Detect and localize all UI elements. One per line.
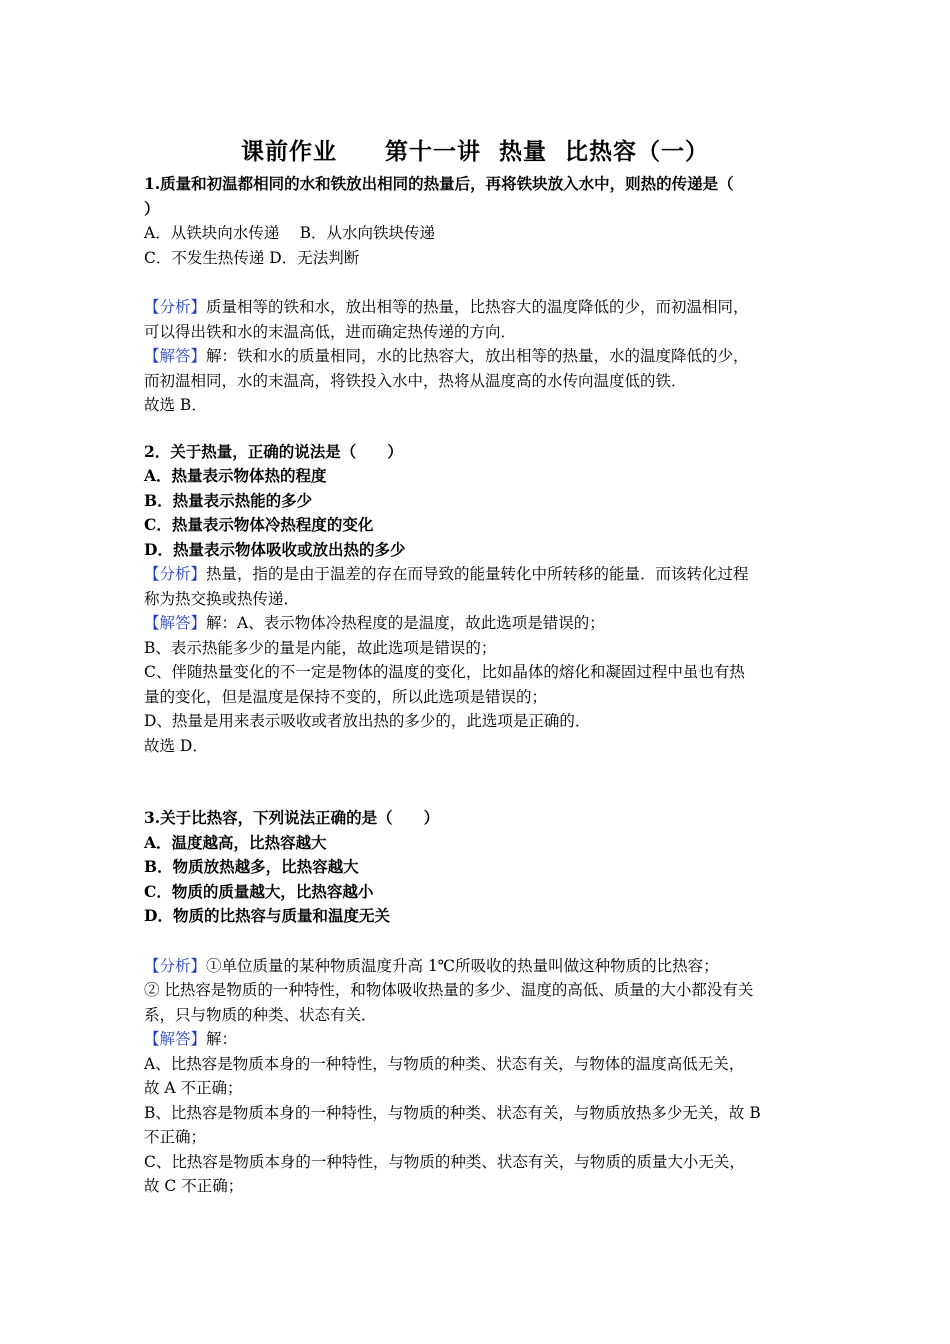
option-line: B．热量表示热能的多少 <box>144 490 313 510</box>
analysis-text: 称为热交换或热传递． <box>144 589 300 608</box>
option-line: A．从铁块向水传递 B．从水向铁块传递 <box>144 224 436 242</box>
option-line: D．物质的比热容与质量和温度无关 <box>144 906 390 925</box>
answer-text: 解：A、表示物体冷热程度的是温度，故此选项是错误的； <box>206 614 605 632</box>
answer-text: 解：铁和水的质量相同，水的比热容大，放出相等的热量，水的温度降低的少， <box>206 347 749 365</box>
analysis-tag: 【分析】 <box>144 956 207 975</box>
answer-text: D、热量是用来表示吸收或者放出热的多少的，此选项是正确的． <box>144 712 591 730</box>
analysis-text: 系，只与物质的种类、状态有关． <box>144 1005 377 1024</box>
option-line: A．热量表示物体热的程度 <box>144 466 327 485</box>
analysis-line <box>144 562 812 587</box>
option-line: C．物质的质量越大，比热容越小 <box>144 881 374 901</box>
answer-text: B、表示热能多少的量是内能，故此选项是错误的； <box>144 638 497 657</box>
option-line: A．温度越高，比热容越大 <box>144 832 327 852</box>
answer-line <box>144 611 812 636</box>
answer-tag: 【解答】 <box>144 347 207 365</box>
question-2 <box>144 440 812 759</box>
question-stem: 3.关于比热容，下列说法正确的是（ ） <box>144 808 440 827</box>
answer-line <box>144 344 812 369</box>
question-3 <box>144 806 812 1199</box>
analysis-tag: 【分析】 <box>144 298 207 316</box>
analysis-text: 质量相等的铁和水，放出相等的热量，比热容大的温度降低的少，而初温相同， <box>206 298 749 316</box>
option-line: B．物质放热越多，比热容越大 <box>144 857 359 876</box>
answer-text: 故选 D． <box>144 736 208 755</box>
analysis-text: ①单位质量的某种物质温度升高 1℃所吸收的热量叫做这种物质的比热容； <box>206 956 719 975</box>
question-stem: 2．关于热量，正确的说法是（ ） <box>144 441 403 461</box>
analysis-text: ② 比热容是物质的一种特性，和物体吸收热量的多少、温度的高低、质量的大小都没有关 <box>144 981 754 999</box>
document-body <box>144 172 812 1199</box>
page-title: 课前作业 第十一讲 热量 比热容（一） <box>240 139 710 165</box>
answer-text: C、比热容是物质本身的一种特性，与物质的种类、状态有关，与物质的质量大小无关， <box>144 1152 745 1171</box>
answer-text: 解： <box>206 1030 238 1048</box>
answer-text: 不正确； <box>144 1128 207 1146</box>
answer-tag: 【解答】 <box>144 614 207 632</box>
answer-text: 量的变化，但是温度是保持不变的，所以此选项是错误的； <box>144 687 548 706</box>
analysis-line <box>144 954 812 979</box>
answer-text: 故选 B． <box>144 396 207 414</box>
analysis-line <box>144 295 812 320</box>
answer-text: A、比热容是物质本身的一种特性，与物质的种类、状态有关，与物体的温度高低无关， <box>144 1054 745 1073</box>
analysis-tag: 【分析】 <box>144 565 207 583</box>
question-1 <box>144 172 812 418</box>
analysis-text: 可以得出铁和水的末温高低，进而确定热传递的方向． <box>144 322 517 341</box>
option-line: D．热量表示物体吸收或放出热的多少 <box>144 539 406 559</box>
answer-text: C、伴随热量变化的不一定是物体的温度的变化，比如晶体的熔化和凝固过程中虽也有热 <box>144 663 745 681</box>
question-stem: ） <box>144 198 160 218</box>
answer-tag: 【解答】 <box>144 1030 207 1048</box>
answer-text: 故 C 不正确； <box>144 1177 244 1195</box>
answer-line <box>144 1027 812 1052</box>
analysis-text: 热量，指的是由于温差的存在而导致的能量转化中所转移的能量．而该转化过程 <box>206 565 749 583</box>
answer-text: 故 A 不正确； <box>144 1079 243 1097</box>
option-line: C．热量表示物体冷热程度的变化 <box>144 515 374 534</box>
answer-text: B、比热容是物质本身的一种特性，与物质的种类、状态有关，与物质放热多少无关，故 B <box>144 1103 761 1122</box>
question-stem: 1.质量和初温都相同的水和铁放出相同的热量后，再将铁块放入水中，则热的传递是（ <box>144 174 734 193</box>
option-line: C．不发生热传递 D．无法判断 <box>144 248 360 267</box>
answer-text: 而初温相同，水的末温高，将铁投入水中，热将从温度高的水传向温度低的铁． <box>144 371 687 390</box>
